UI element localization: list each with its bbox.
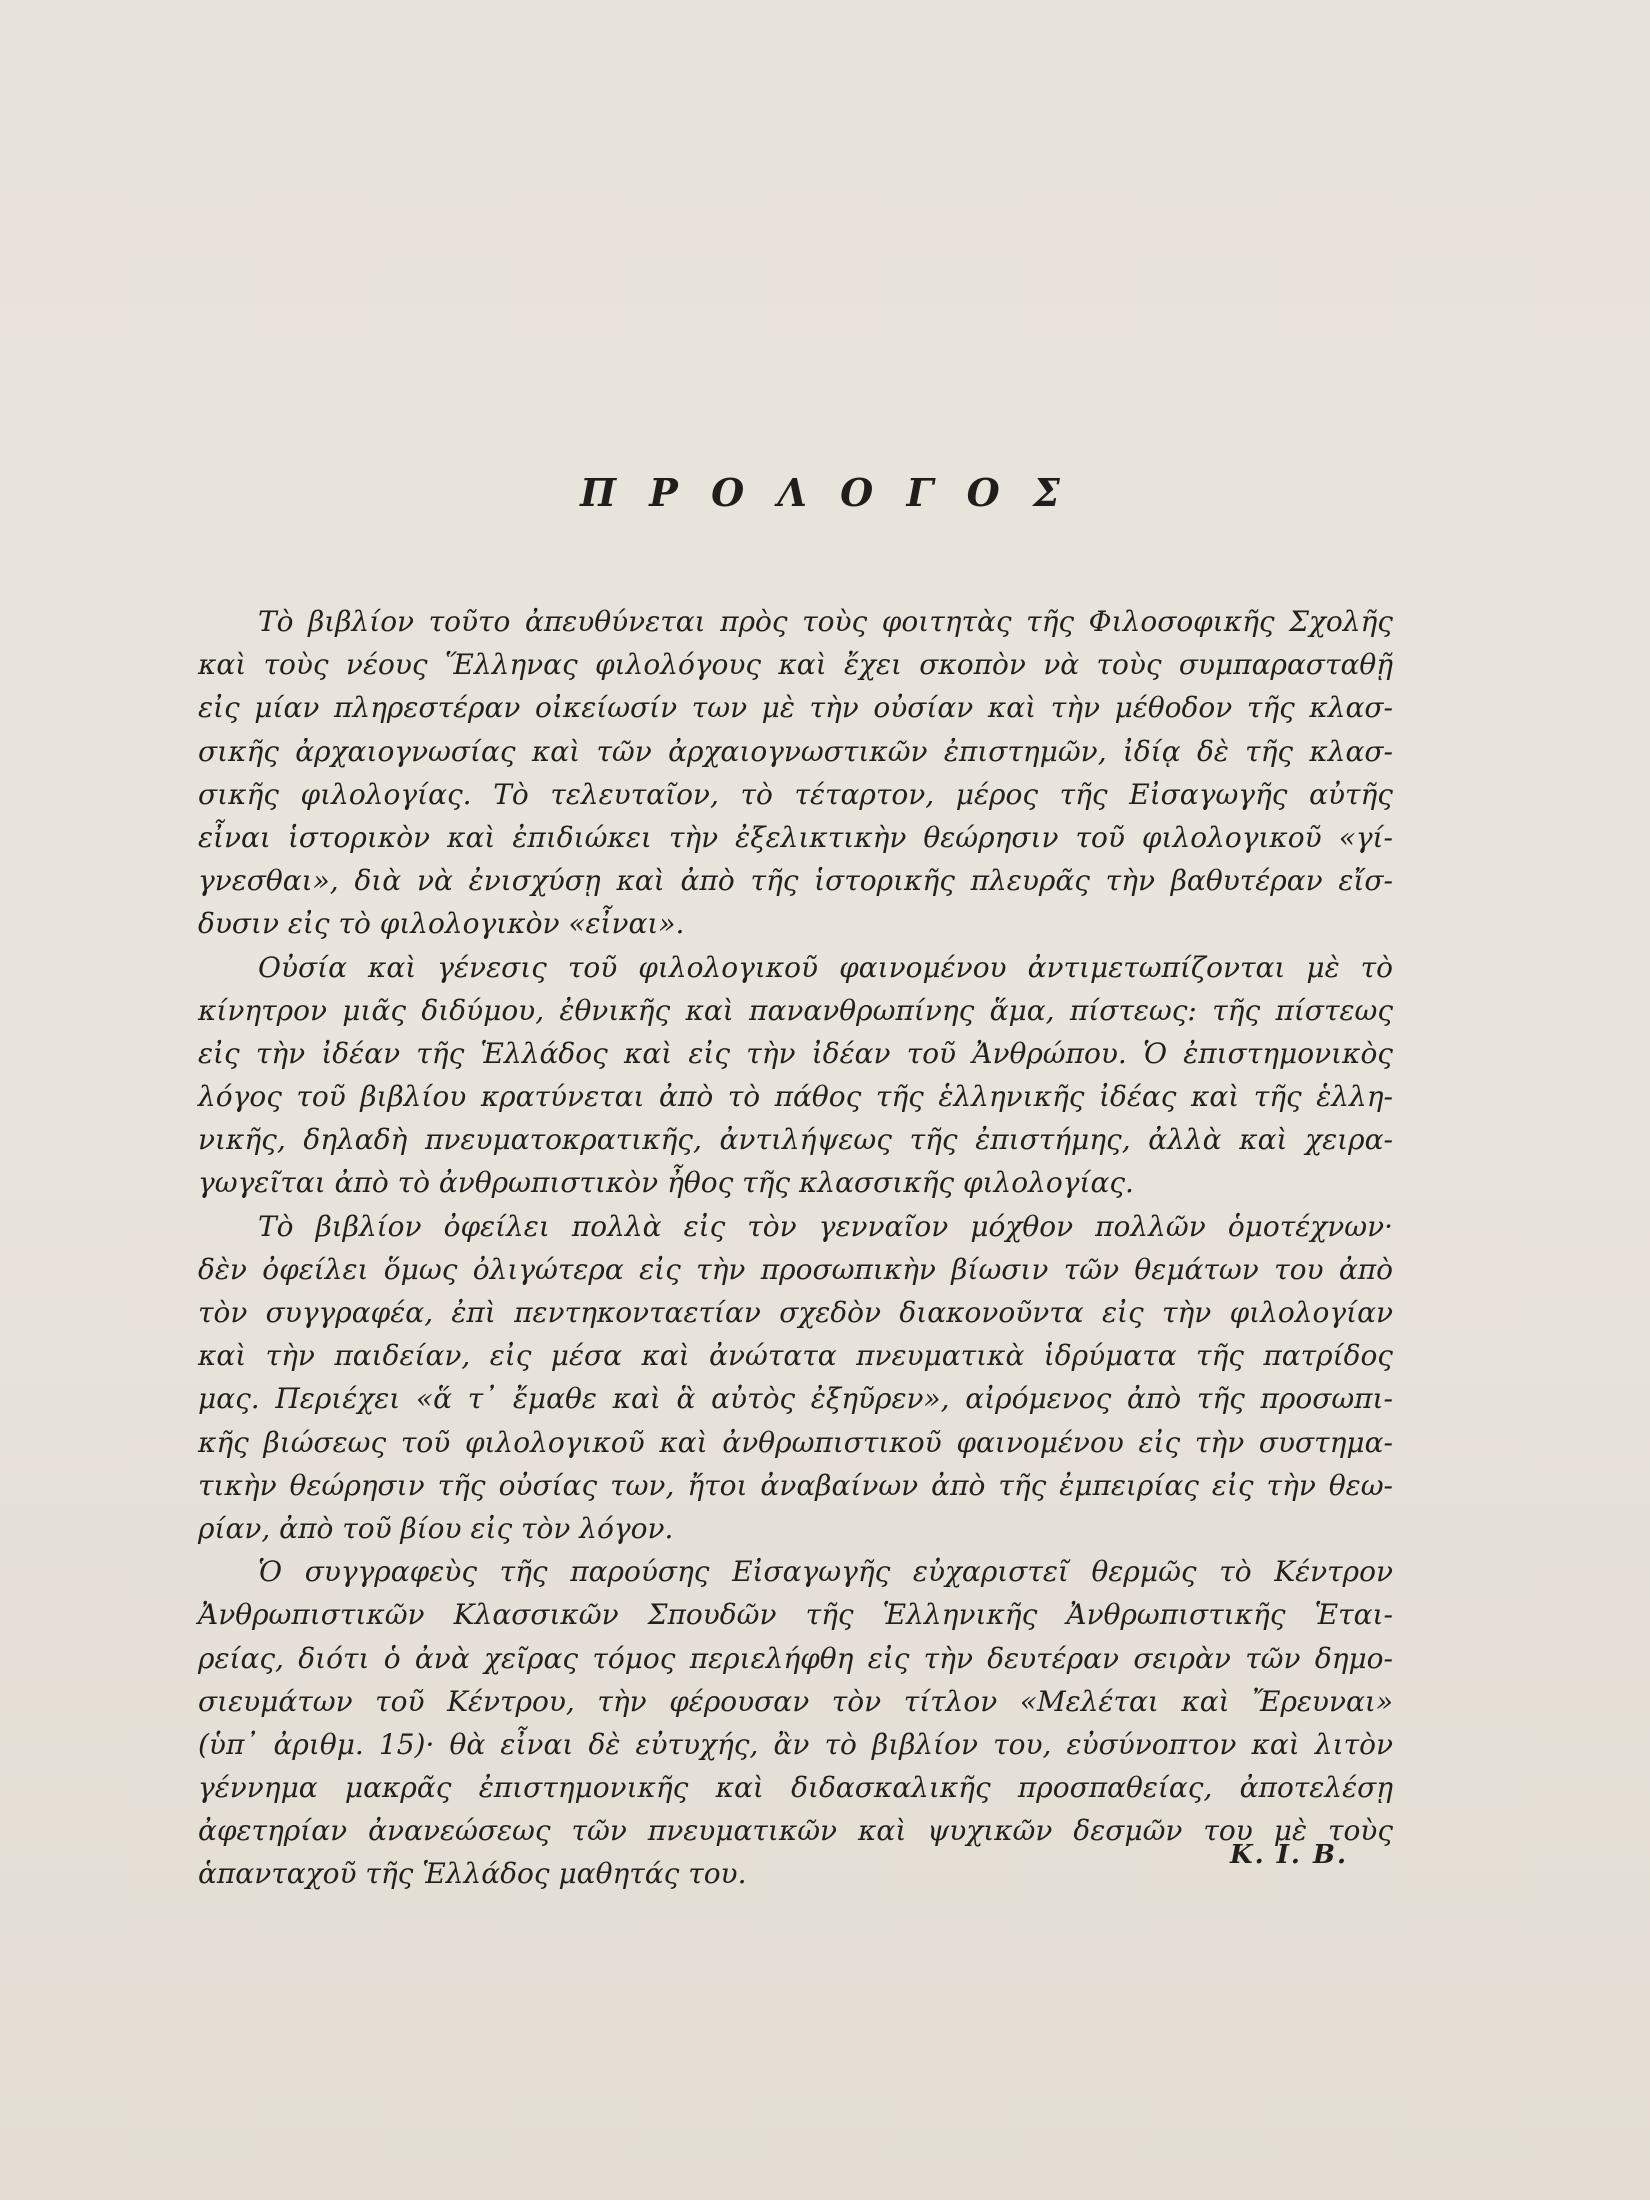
text-line: Οὐσία καὶ γένεσις τοῦ φιλολογικοῦ φαινομένου ἀντιμετωπίζονται μὲ τὸ <box>258 950 1393 984</box>
text-line: κῆς βιώσεως τοῦ φιλολογικοῦ καὶ ἀνθρωπιστικοῦ φαινομένου εἰς τὴν συστημα- <box>198 1425 1393 1459</box>
text-line: εἰς μίαν πληρεστέραν οἰκείωσίν των μὲ τὴν οὐσίαν καὶ τὴν μέθοδον τῆς κλασ- <box>198 691 1393 725</box>
text-line: τικὴν θεώρησιν τῆς οὐσίας των, ἤτοι ἀναβαίνων ἀπὸ τῆς ἐμπειρίας εἰς τὴν θεω- <box>198 1468 1393 1502</box>
text-line: γνεσθαι», διὰ νὰ ἐνισχύσῃ καὶ ἀπὸ τῆς ἱστορικῆς πλευρᾶς τὴν βαθυτέραν εἴσ- <box>198 864 1393 898</box>
text-line: εἰς τὴν ἰδέαν τῆς Ἑλλάδος καὶ εἰς τὴν ἰδέαν τοῦ Ἀνθρώπου. Ὁ ἐπιστημονικὸς <box>198 1036 1393 1070</box>
text-line: Τὸ βιβλίον τοῦτο ἀπευθύνεται πρὸς τοὺς φοιτητὰς τῆς Φιλοσοφικῆς Σχολῆς <box>258 605 1393 638</box>
text-line: καὶ τοὺς νέους Ἕλληνας φιλολόγους καὶ ἔχει σκοπὸν νὰ τοὺς συμπαρασταθῇ <box>198 648 1393 682</box>
text-line: δὲν ὀφείλει ὅμως ὀλιγώτερα εἰς τὴν προσωπικὴν βίωσιν τῶν θεμάτων του ἀπὸ <box>198 1252 1393 1286</box>
text-line: κίνητρον μιᾶς διδύμου, ἐθνικῆς καὶ πανανθρωπίνης ἅμα, πίστεως: τῆς πίστεως <box>198 993 1393 1027</box>
text-line: Ἀνθρωπιστικῶν Κλασσικῶν Σπουδῶν τῆς Ἑλληνικῆς Ἀνθρωπιστικῆς Ἑται- <box>198 1598 1393 1632</box>
preface-body <box>198 600 1393 1896</box>
text-line: σικῆς φιλολογίας. Τὸ τελευταῖον, τὸ τέταρτον, μέρος τῆς Εἰσαγωγῆς αὐτῆς <box>198 777 1393 811</box>
text-line: γέννημα μακρᾶς ἐπιστημονικῆς καὶ διδασκαλικῆς προσπαθείας, ἀποτελέσῃ <box>198 1771 1393 1805</box>
text-line: ρείας, διότι ὁ ἀνὰ χεῖρας τόμος περιελήφθη εἰς τὴν δευτέραν σειρὰν τῶν δημο- <box>198 1641 1393 1675</box>
text-line: ρίαν, ἀπὸ τοῦ βίου εἰς τὸν λόγον. <box>198 1511 674 1545</box>
page-title: Π Ρ Ο Λ Ο Γ Ο Σ <box>580 470 1070 515</box>
text-line: νικῆς, δηλαδὴ πνευματοκρατικῆς, ἀντιλήψεως τῆς ἐπιστήμης, ἀλλὰ καὶ χειρα- <box>198 1123 1393 1157</box>
text-line: ἀφετηρίαν ἀνανεώσεως τῶν πνευματικῶν καὶ ψυχικῶν δεσμῶν του μὲ τοὺς <box>198 1814 1393 1848</box>
text-line: σιευμάτων τοῦ Κέντρου, τὴν φέρουσαν τὸν τίτλον «Μελέται καὶ Ἔρευναι» <box>198 1684 1393 1718</box>
text-line: τὸν συγγραφέα, ἐπὶ πεντηκονταετίαν σχεδὸν διακονοῦντα εἰς τὴν φιλολογίαν <box>198 1296 1393 1329</box>
text-line: Ὁ συγγραφεὺς τῆς παρούσης Εἰσαγωγῆς εὐχαριστεῖ θερμῶς τὸ Κέντρον <box>258 1555 1393 1589</box>
text-line: μας. Περιέχει «ἅ τ᾽ ἔμαθε καὶ ἃ αὐτὸς ἐξηῦρεν», αἰρόμενος ἀπὸ τῆς προσωπι- <box>198 1382 1393 1416</box>
text-line: Τὸ βιβλίον ὀφείλει πολλὰ εἰς τὸν γενναῖον μόχθον πολλῶν ὁμοτέχνων· <box>258 1209 1393 1243</box>
text-line: καὶ τὴν παιδείαν, εἰς μέσα καὶ ἀνώτατα πνευματικὰ ἱδρύματα τῆς πατρίδος <box>198 1339 1393 1373</box>
text-line: σικῆς ἀρχαιογνωσίας καὶ τῶν ἀρχαιογνωστικῶν ἐπιστημῶν, ἰδίᾳ δὲ τῆς κλασ- <box>198 734 1393 768</box>
text-line: εἶναι ἱστορικὸν καὶ ἐπιδιώκει τὴν ἐξελικτικὴν θεώρησιν τοῦ φιλολογικοῦ «γί- <box>198 820 1393 854</box>
author-initials: Κ. Ι. Β. <box>1230 1840 1348 1870</box>
text-line: (ὑπ᾽ ἀριθμ. 15)· θὰ εἶναι δὲ εὐτυχής, ἂν τὸ βιβλίον του, εὐσύνοπτον καὶ λιτὸν <box>198 1727 1393 1761</box>
text-line: ἁπανταχοῦ τῆς Ἑλλάδος μαθητάς του. <box>198 1857 747 1891</box>
text-line: λόγος τοῦ βιβλίου κρατύνεται ἀπὸ τὸ πάθος τῆς ἑλληνικῆς ἰδέας καὶ τῆς ἑλλη- <box>198 1080 1393 1114</box>
text-line: γωγεῖται ἀπὸ τὸ ἀνθρωπιστικὸν ἦθος τῆς κλασσικῆς φιλολογίας. <box>198 1166 1134 1200</box>
text-line: δυσιν εἰς τὸ φιλολογικὸν «εἶναι». <box>198 907 685 941</box>
